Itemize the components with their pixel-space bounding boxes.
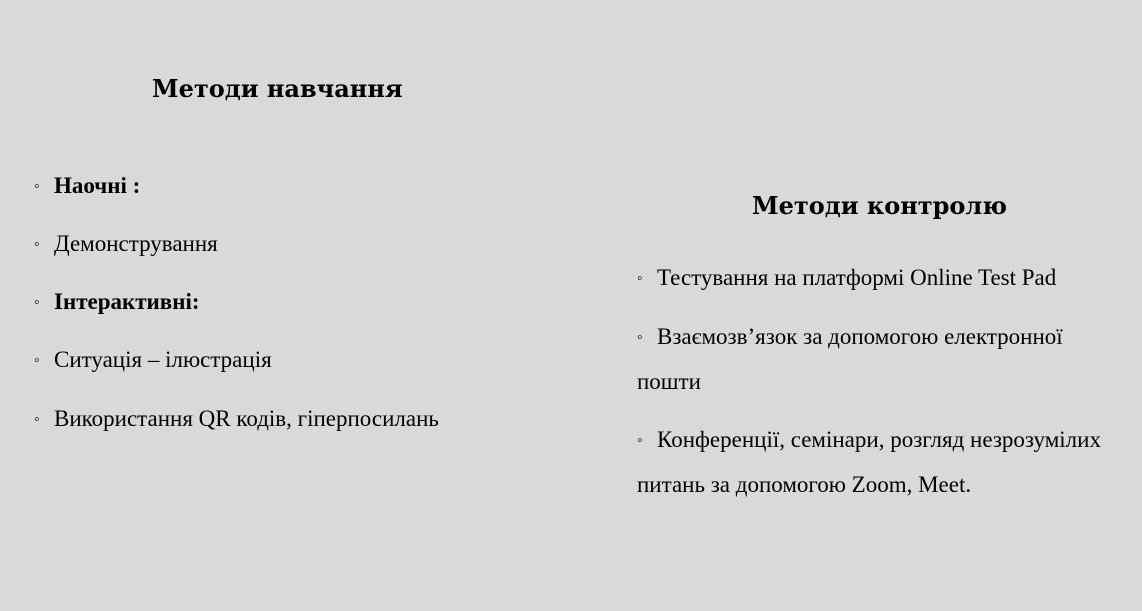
list-item-label: Демонстрування — [54, 231, 218, 256]
teaching-methods-heading: Методи навчання — [152, 74, 403, 103]
bullet-icon: ◦ — [34, 352, 40, 369]
bullet-icon: ◦ — [637, 432, 643, 449]
list-item-testing — [637, 256, 1056, 301]
bullet-icon: ◦ — [34, 236, 40, 253]
list-item-label: Використання QR кодів, гіперпосилань — [54, 406, 439, 431]
list-item-label: Взаємозв’язок за допомогою електронної пошти — [637, 324, 1063, 394]
list-item-qr-codes — [34, 397, 439, 442]
control-methods-heading: Методи контролю — [752, 191, 1007, 220]
list-item-visual — [34, 164, 140, 209]
list-item-label: Інтерактивні: — [54, 289, 200, 314]
list-item-demonstration — [34, 222, 218, 267]
list-item-email — [637, 315, 1117, 404]
bullet-icon: ◦ — [637, 270, 643, 287]
list-item-label: Тестування на платформі Online Test Pad — [657, 265, 1057, 290]
bullet-icon: ◦ — [34, 411, 40, 428]
list-item-situation — [34, 338, 272, 383]
list-item-label: Наочні : — [54, 173, 141, 198]
bullet-icon: ◦ — [637, 329, 643, 346]
bullet-icon: ◦ — [34, 178, 40, 195]
list-item-label: Ситуація – ілюстрація — [54, 347, 272, 372]
bullet-icon: ◦ — [34, 294, 40, 311]
list-item-interactive — [34, 280, 200, 325]
list-item-conferences — [637, 418, 1107, 507]
list-item-label: Конференції, семінари, розгляд незрозумілих питань за допомогою Zoom, Meet. — [637, 427, 1101, 497]
